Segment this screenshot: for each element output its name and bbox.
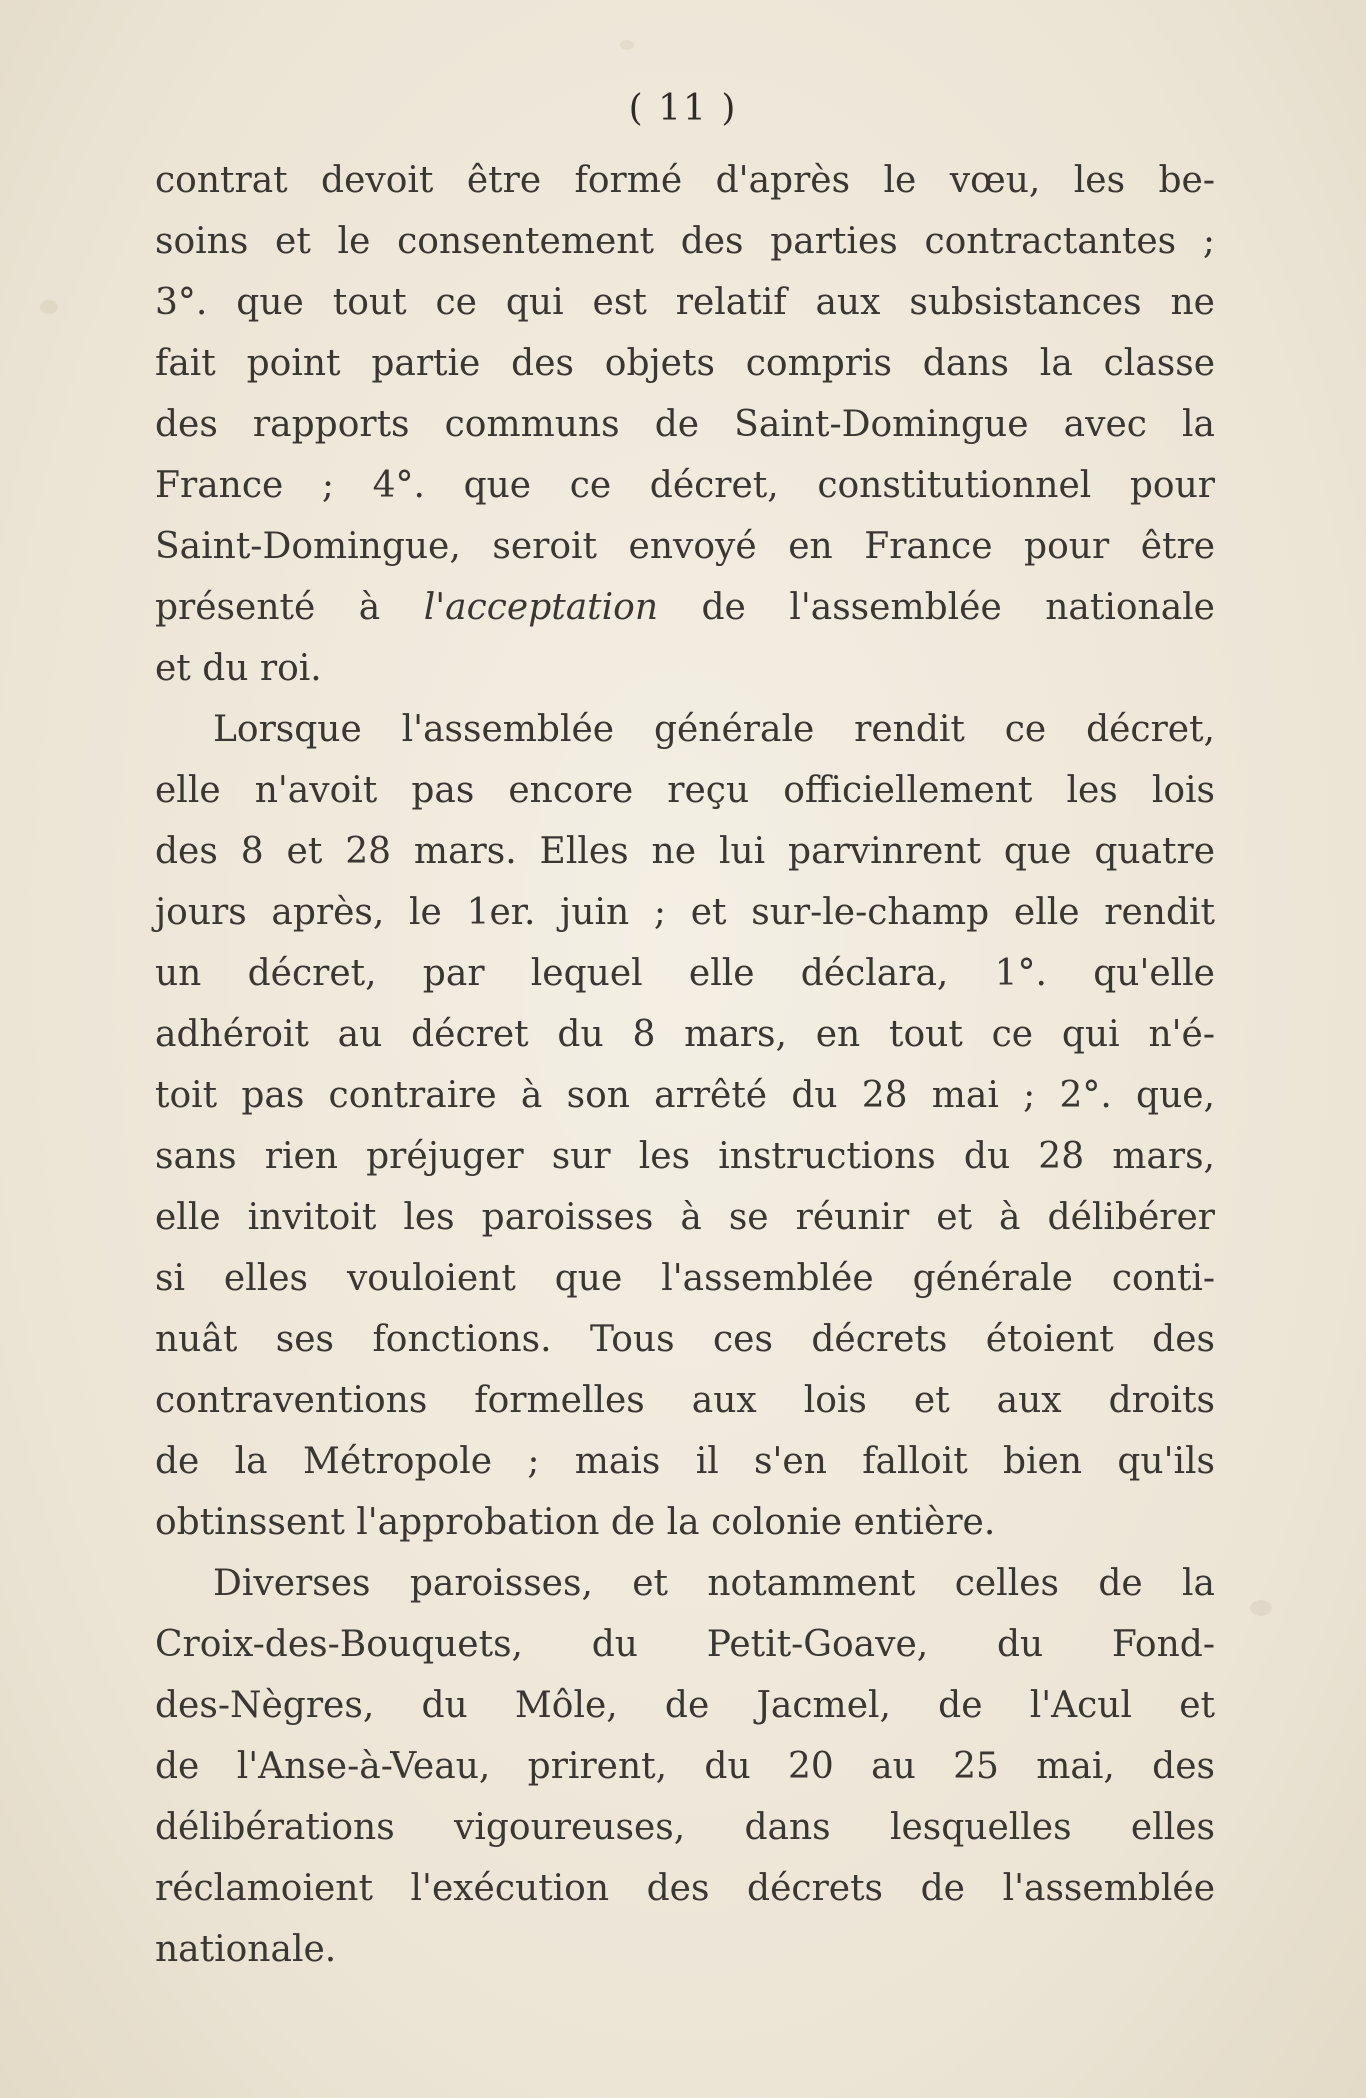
text-line: des rapports communs de Saint-Domingue avec la xyxy=(155,404,1215,445)
text-line: adhéroit au décret du 8 mars, en tout ce qui n'é- xyxy=(155,1014,1215,1055)
text-line: jours après, le 1er. juin ; et sur-le-champ elle rendit xyxy=(155,892,1215,933)
text-line: et du roi. xyxy=(155,648,322,689)
text-line: nuât ses fonctions. Tous ces décrets étoient des xyxy=(155,1319,1215,1360)
text-line: si elles vouloient que l'assemblée générale conti- xyxy=(155,1258,1215,1299)
text-segment: de l'assemblée nationale xyxy=(658,587,1215,628)
paper-stain xyxy=(1250,1600,1272,1616)
text-line: toit pas contraire à son arrêté du 28 mai ; 2°. que, xyxy=(155,1075,1215,1116)
text-line: réclamoient l'exécution des décrets de l'assemblée xyxy=(155,1868,1215,1909)
text-line: Croix-des-Bouquets, du Petit-Goave, du Fond- xyxy=(155,1624,1215,1665)
text-line: contraventions formelles aux lois et aux droits xyxy=(155,1380,1215,1421)
text-line: Lorsque l'assemblée générale rendit ce décret, xyxy=(213,709,1215,750)
text-line: Saint-Domingue, seroit envoyé en France pour être xyxy=(155,526,1215,567)
text-line: des-Nègres, du Môle, de Jacmel, de l'Acul et xyxy=(155,1685,1215,1726)
text-segment: présenté à xyxy=(155,587,424,628)
text-line: de l'Anse-à-Veau, prirent, du 20 au 25 mai, des xyxy=(155,1746,1215,1787)
text-line: nationale. xyxy=(155,1929,337,1970)
text-line: contrat devoit être formé d'après le vœu, les be- xyxy=(155,160,1215,201)
text-line: délibérations vigoureuses, dans lesquelles elles xyxy=(155,1807,1215,1848)
text-line: 3°. que tout ce qui est relatif aux subsistances ne xyxy=(155,282,1215,323)
text-line: fait point partie des objets compris dans la classe xyxy=(155,343,1215,384)
italic-text: l'acceptation xyxy=(423,587,659,628)
text-line: France ; 4°. que ce décret, constitutionnel pour xyxy=(155,465,1215,506)
body-text xyxy=(155,150,1215,1980)
text-line: soins et le consentement des parties contractantes ; xyxy=(155,221,1215,262)
text-line: elle invitoit les paroisses à se réunir et à délibérer xyxy=(155,1197,1215,1238)
paper-stain xyxy=(40,300,58,314)
text-line: sans rien préjuger sur les instructions du 28 mars, xyxy=(155,1136,1215,1177)
text-line: de la Métropole ; mais il s'en falloit bien qu'ils xyxy=(155,1441,1215,1482)
text-line: elle n'avoit pas encore reçu officiellement les lois xyxy=(155,770,1215,811)
page-number: ( 11 ) xyxy=(628,88,738,129)
text-line xyxy=(155,577,1215,638)
paper-stain xyxy=(620,40,634,50)
text-line: obtinssent l'approbation de la colonie entière. xyxy=(155,1502,996,1543)
text-line: un décret, par lequel elle déclara, 1°. qu'elle xyxy=(155,953,1215,994)
text-line: Diverses paroisses, et notamment celles de la xyxy=(213,1563,1215,1604)
text-line: des 8 et 28 mars. Elles ne lui parvinrent que quatre xyxy=(155,831,1215,872)
